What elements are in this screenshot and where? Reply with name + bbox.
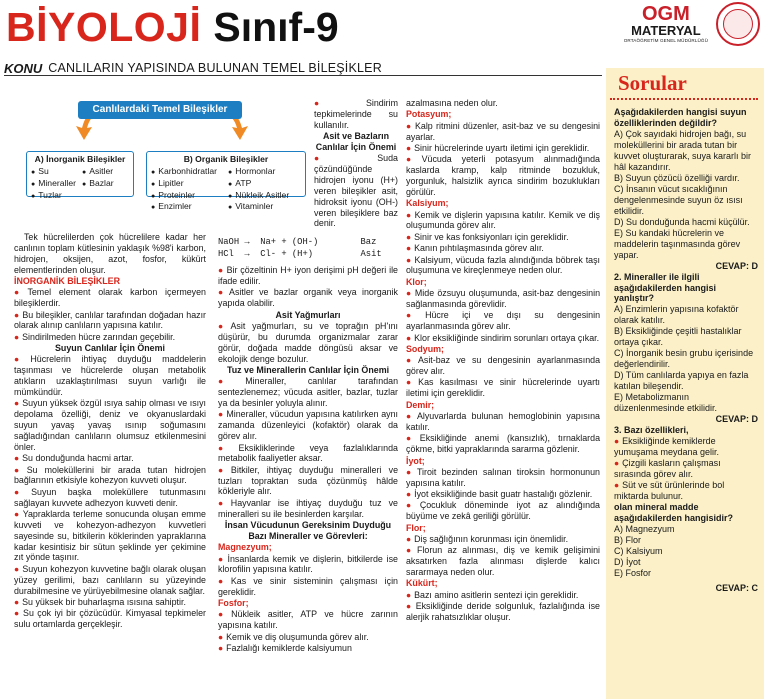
ministry-seal-icon xyxy=(716,2,760,46)
option: A) Çok sayıdaki hidrojen bağı, su moleküllerini bir arada tutan bir kuvvet oluşturarak, suya kararlı bir hâl kazandırır. xyxy=(614,128,752,172)
list-item: ● Tuzlar xyxy=(31,190,78,202)
option: C) İnsanın vücut sıcaklığının dengelenmesinde suyun öz ısısı etkilidir. xyxy=(614,183,743,216)
mineral-name: Potasyum; xyxy=(406,109,452,120)
list-item: ● Proteinler xyxy=(151,190,224,202)
option: A) Magnezyum xyxy=(614,523,675,534)
inorganic-box: A) İnorganik Bileşikler ● Su ● Asitler ● Mineraller ● Bazlar ● Tuzlar xyxy=(26,151,134,197)
mineral-name: Klor; xyxy=(406,276,427,287)
list-item: ● Bazlar xyxy=(82,178,129,190)
question-1: Aşağıdakilerden hangisi suyun özelliklerinden değildir? xyxy=(614,107,747,128)
option: D) İyot xyxy=(614,556,641,567)
section-heading: Asit Yağmurları xyxy=(275,309,341,320)
diagram-title: Canlılardaki Temel Bileşikler xyxy=(78,101,242,119)
mineral-name: Demir; xyxy=(406,399,435,410)
equation: HCl → Cl- + (H+) Asit xyxy=(218,248,382,259)
list-item: ● Su xyxy=(31,166,78,178)
ogm-wordmark: OGM MATERYAL ORTAÖĞRETİM GENEL MÜDÜRLÜĞÜ xyxy=(623,3,708,44)
list-item: ● Enzimler xyxy=(151,201,224,213)
ogm-logo xyxy=(624,2,760,46)
mineral-name: Kükürt; xyxy=(406,578,438,589)
column-3: azalmasına neden olur. Potasyum; ● Kalp ritmini düzenler, asit-baz ve su dengesini ayarlar. ● Sinir hücrelerinde uyartı iletimi için gereklidir. ● Vücuda yeterli potasyum alınmadığında kaslarda kramp, kalp ritminde bozukluk, yorgunluk, halsizlik ayrıca sindirim bozuklukları görülür. Kalsiyum; ● Kemik ve dişlerin yapısına katılır. Kemik ve diş oluşumunda görev alır. ● Sinir ve kas fonksiyonları için gereklidir. ● Kanın pıhtılaşmasında görev alır. ● Kalsiyum, vücuda fazla alındığında böbrek taşı oluşumuna ve kireçlenmeye neden olur. Klor; ● Mide özsuyu oluşumunda, asit-baz dengesinin sağlanmasında görevlidir. ● Hücre içi ve dışı su dengesinin ayarlanmasında görev alır. ● Klor eksikliğinde sindirim sorunları ortaya çıkar. Sodyum; ● Asit-baz ve su dengesinin ayarlanmasında görev alır. ● Kas kasılması ve sinir hücrelerinde uyartı iletimi için gereklidir. Demir; ● Alyuvarlarda bulunan hemoglobinin yapısına katılır. ● Eksikliğinde anemi (kansızlık), tırnaklarda çökme, bitki yapraklarında sararma gözlenir. İyot; ● Tiroit bezinden salınan tiroksin hormonunun yapısına katılır. ● İyot eksikliğinde basit guatr hastalığı gözlenir. ● Çocukluk döneminde iyot az alındığında büyüme ve zekâ geriliği görülür. Flor; ● Diş sağlığının korunması için önemlidir. ● Florun az alınması, diş ve kemik gelişimini aksatırken fazla alınması dişlerde kalıcı sararmaya neden olur. Kükürt; ● Bazı amino asitlerin sentezi için gereklidir. ● Eksikliğinde deride solgunluk, fazlalığında ise alerjik rahatsızlıklar oluşur. xyxy=(406,98,600,623)
mineral-name: Flor; xyxy=(406,522,426,533)
list-item: ● Karbonhidratlar xyxy=(151,166,224,178)
option: E) Metabolizmanın düzenlenmesinde etkilidir. xyxy=(614,392,718,414)
section-heading: İNORGANİK BİLEŞİKLER xyxy=(14,275,121,286)
topic-bar xyxy=(4,62,602,76)
answer: CEVAP: C xyxy=(715,582,758,593)
answer: CEVAP: D xyxy=(715,260,758,271)
mineral-name: İyot; xyxy=(406,455,425,466)
list-item: ● Vitaminler xyxy=(228,201,301,213)
organic-box: B) Organik Bileşikler ● Karbonhidratlar ● Hormonlar ● Lipitler ● ATP ● Proteinler ● Nükleik Asitler ● Enzimler ● Vitaminler xyxy=(146,151,306,197)
section-heading: Asit ve Bazların Canlılar İçin Önemi xyxy=(315,131,397,152)
title-grade: Sınıf-9 xyxy=(213,4,339,50)
list-item: ● Nükleik Asitler xyxy=(228,190,301,202)
mineral-name: Sodyum; xyxy=(406,343,444,354)
intro-text: Tek hücrelilerden çok hücrelilere kadar her canlının toplam kütlesinin yaklaşık %98'i karbon, hidrojen, oksijen, azot, fosfor, kükürt elementlerinden oluşur. xyxy=(14,232,206,275)
topic-label: KONU xyxy=(4,61,43,76)
list-item: ● Hormonlar xyxy=(228,166,301,178)
list-item: ● ATP xyxy=(228,178,301,190)
section-heading: İnsan Vücudunun Gereksinim Duyduğu Bazı Mineraller ve Görevleri: xyxy=(224,520,392,541)
question-2: 2. Mineraller ile ilgili aşağıdakilerden hangisi yanlıştır? xyxy=(614,271,717,304)
mineral-name: Magnezyum; xyxy=(218,542,272,553)
option: C) Kalsiyum xyxy=(614,545,663,556)
question-3: 3. Bazı özellikleri, xyxy=(614,425,689,436)
option: B) Eksikliğinde çeşitli hastalıklar ortaya çıkar. xyxy=(614,326,742,348)
panel-title: Sorular xyxy=(610,68,758,100)
option: B) Suyun çözücü özelliği vardır. xyxy=(614,172,740,183)
equation: NaOH → Na+ + (OH-) Baz xyxy=(218,237,377,248)
list-item: ● Asitler xyxy=(82,166,129,178)
option: E) Su kandaki hücrelerin ve maddelerin taşınmasında görev yapar. xyxy=(614,227,741,260)
column-1: Tek hücrelilerden çok hücrelilere kadar her canlının toplam kütlesinin yaklaşık %98'i karbon, hidrojen, oksijen, azot, fosfor, kükürt elementlerinden oluşur. İNORGANİK BİLEŞİKLER ● Temel element olarak karbon içermeyen bileşiklerdir. ● Bu bileşikler, canlılar tarafından doğadan hazır olarak alınıp canlıların yapısına katılır. ● Sindirilmeden hücre zarından geçebilir. Suyun Canlılar İçin Önemi ● Hücrelerin ihtiyaç duyduğu maddelerin taşınması ve hücrelerde oluşan metabolik atıkların uzaklaştırılması suyun varlığı ile mümkündür. ● Suyun yüksek özgül ısıya sahip olması ve ısıyı depolama özelliği, deniz ve okyanuslardaki suyun yavaş yavaş ısınıp soğumasını sağladığından canlıların olumsuz etkilenmesini önler. ● Su donduğunda hacmi artar. ● Su moleküllerini bir arada tutan hidrojen bağlarının etkisiyle kohezyon kuvveti oluşur. ● Suyun başka moleküllere tutunmasını sağlayan kuvvete adhezyon kuvveti denir. ● Yapraklarda terleme sonucunda oluşan emme kuvveti ve kohezyon-adhezyon kuvvetleri sayesinde su, bitkilerin köklerinden yapraklarına kadar kesintisiz bir sütun şeklinde yer çekimine zıt yönde taşınır. ● Suyun kohezyon kuvvetine bağlı olarak oluşan yüzey gerilimi, bazı canlıların su yüzeyinde durabilmesine ve yürüyebilmesine olanak sağlar. ● Su yüksek bir buharlaşma ısısına sahiptir. ● Su çok iyi bir çözücüdür. Kimyasal tepkimeler sulu ortamlarda gerçekleşir. xyxy=(14,232,206,630)
questions-panel: Sorular Aşağıdakilerden hangisi suyun özelliklerinden değildir? A) Çok sayıdaki hidrojen bağı, su moleküllerini bir arada tutan bir kuvvet oluşturarak, suya kararlı bir hâl kazandırır. B) Suyun çözücü özelliği vardır. C) İnsanın vücut sıcaklığının dengelenmesinde suyun öz ısısı etkilidir. D) Su donduğunda hacmi küçülür. E) Su kandaki hücrelerin ve maddelerin taşınmasında görev yapar. CEVAP: D 2. Mineraller ile ilgili aşağıdakilerden hangisi yanlıştır? A) Enzimlerin yapısına kofaktör olarak katılır. B) Eksikliğinde çeşitli hastalıklar ortaya çıkar. C) İnorganik besin grubu içerisinde değerlendirilir. D) Tüm canlılarda yapıya en fazla katılan bileşendir. E) Metabolizmanın düzenlenmesinde etkilidir. CEVAP: D 3. Bazı özellikleri, ● Eksikliğinde kemiklerde yumuşama meydana gelir. ● Çizgili kasların çalışması sırasında görev alır. ● Süt ve süt ürünlerinde bol miktarda bulunur. olan mineral madde aşağıdakilerden hangisidir? A) Magnezyum B) Flor C) Kalsiyum D) İyot E) Fosfor CEVAP: C xyxy=(606,68,764,699)
option: C) İnorganik besin grubu içerisinde değerlendirilir. xyxy=(614,348,754,370)
topic-text: CANLILARIN YAPISINDA BULUNAN TEMEL BİLEŞİKLER xyxy=(48,61,382,75)
list-item: ● Mineraller xyxy=(31,178,78,190)
option: D) Tüm canlılarda yapıya en fazla katılan bileşendir. xyxy=(614,370,749,392)
mineral-name: Kalsiyum; xyxy=(406,198,449,209)
option: D) Su donduğunda hacmi küçülür. xyxy=(614,216,750,227)
option: A) Enzimlerin yapısına kofaktör olarak katılır. xyxy=(614,304,739,326)
column-2: ● Sindirim tepkimelerinde su kullanılır. Asit ve Bazların Canlılar İçin Önemi ● Suda çözündüğünde hidrojen iyonu (H+) veren bileşikler asit, hidroksit iyonu (OH-) veren bileşiklere baz denir. NaOH → Na+ + (OH-) Baz HCl → Cl- + (H+) Asit ● Bir çözeltinin H+ iyon derişimi pH değeri ile ifade edilir. ● Asitler ve bazlar organik veya inorganik yapıda olabilir. Asit Yağmurları ● Asit yağmurları, su ve toprağın pH'ını düşürür, bu durumda organizmalar zarar görür, doğada madde döngüsü aksar ve ekolojik denge bozulur. Tuz ve Minerallerin Canlılar İçin Önemi ● Mineraller, canlılar tarafından sentezlenemez; vücuda asitler, bazlar, tuzlar ya da besinler yoluyla alınır. ● Mineraller, vücudun yapısına katılırken aynı zamanda düzenleyici (kofaktör) olarak da görev alır. ● Eksikliklerinde veya fazlalıklarında metabolik faaliyetler aksar. ● Bitkiler, ihtiyaç duyduğu mineralleri ve tuzları topraktan suda çözünmüş hâlde kökleriyle alır. ● Hayvanlar ise ihtiyaç duyduğu tuz ve mineralleri su ile besinlerden karşılar. İnsan Vücudunun Gereksinim Duyduğu Bazı Mineraller ve Görevleri: Magnezyum; ● İnsanlarda kemik ve dişlerin, bitkilerde ise klorofilin yapısına katılır. ● Kas ve sinir sisteminin çalışması için gereklidir. Fosfor; ● Nükleik asitler, ATP ve hücre zarının yapısına katılır. ● Kemik ve diş oluşumunda görev alır. ● Fazlalığı kemiklerde kalsiyumun xyxy=(218,98,398,654)
option: B) Flor xyxy=(614,534,641,545)
answer: CEVAP: D xyxy=(715,414,758,425)
title-subject: BİYOLOJİ xyxy=(6,4,202,50)
page-title xyxy=(6,2,339,52)
section-heading: Suyun Canlılar İçin Önemi xyxy=(55,343,165,354)
section-heading: Tuz ve Minerallerin Canlılar İçin Önemi xyxy=(226,364,390,375)
option: E) Fosfor xyxy=(614,567,652,578)
list-item: ● Lipitler xyxy=(151,178,224,190)
mineral-name: Fosfor; xyxy=(218,598,249,609)
